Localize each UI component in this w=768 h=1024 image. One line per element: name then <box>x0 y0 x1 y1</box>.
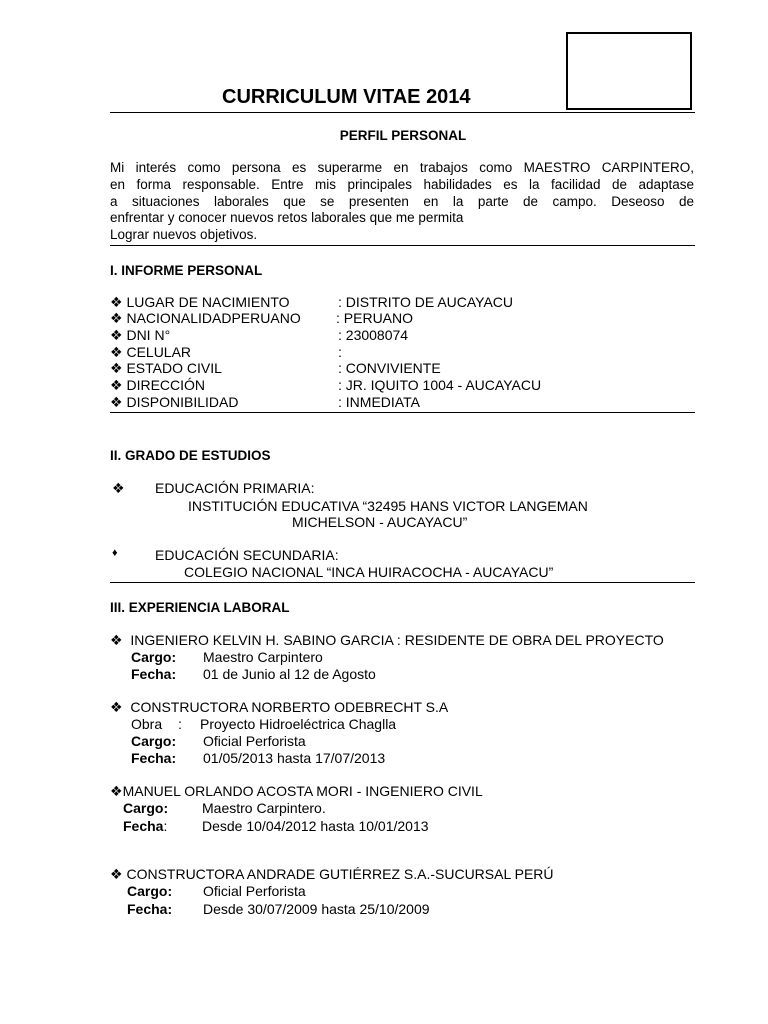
job-employer: ❖ CONSTRUCTORA NORBERTO ODEBRECHT S.A <box>110 699 449 715</box>
profile-line: Lograr nuevos objetivos. <box>110 227 258 243</box>
diamond-bullet-icon: ❖ <box>110 294 123 310</box>
personal-value: : 23008074 <box>338 327 409 343</box>
cargo-label: Cargo: <box>131 733 177 749</box>
personal-value: : <box>338 344 342 360</box>
diamond-bullet-icon: ❖ <box>112 480 125 496</box>
personal-label: DISPONIBILIDAD <box>126 394 239 410</box>
photo-placeholder-box <box>566 32 692 110</box>
diamond-bullet-icon: ❖ <box>110 327 123 343</box>
job-employer: ❖ CONSTRUCTORA ANDRADE GUTIÉRREZ S.A.-SUCURSAL PERÚ <box>110 866 554 882</box>
personal-label: ESTADO CIVIL <box>126 360 222 376</box>
education-heading: II. GRADO DE ESTUDIOS <box>110 448 271 463</box>
diamond-bullet-icon: ❖ <box>110 310 123 326</box>
personal-row <box>110 360 222 377</box>
primary-school-line: INSTITUCIÓN EDUCATIVA “32495 HANS VICTOR LANGEMAN <box>188 498 588 514</box>
experience-heading: III. EXPERIENCIA LABORAL <box>110 600 290 615</box>
obra-value: Proyecto Hidroeléctrica Chaglla <box>200 716 397 732</box>
cargo-label: Cargo: <box>131 649 177 665</box>
obra-label: Obra <box>131 716 163 732</box>
profile-line: en forma responsable. Entre mis principales habilidades es la facilidad de adaptase <box>110 176 694 192</box>
diamond-bullet-icon: ❖ <box>110 699 123 715</box>
fecha-value: Desde 30/07/2009 hasta 25/10/2009 <box>203 901 430 917</box>
cargo-label: Cargo: <box>127 883 173 899</box>
personal-value: : CONVIVIENTE <box>338 360 441 376</box>
cargo-value: Oficial Perforista <box>203 883 306 899</box>
diamond-bullet-icon: ❖ <box>110 360 123 376</box>
obra-separator: : <box>178 716 182 732</box>
personal-value: : JR. IQUITO 1004 - AUCAYACU <box>338 377 542 393</box>
secondary-school-line: COLEGIO NACIONAL “INCA HUIRACOCHA - AUCAYACU” <box>184 564 554 580</box>
personal-row <box>110 310 301 327</box>
profile-line: a situaciones laborales que se presenten en la parte de campo. Deseoso de <box>110 193 694 209</box>
profile-paragraph <box>110 160 694 244</box>
personal-label: DIRECCIÓN <box>126 377 206 393</box>
fecha-value: 01 de Junio al 12 de Agosto <box>203 666 376 682</box>
cargo-label: Cargo: <box>123 800 169 816</box>
section-divider <box>110 412 695 413</box>
personal-heading: I. INFORME PERSONAL <box>110 263 263 278</box>
diamond-bullet-icon: ❖ <box>110 632 123 648</box>
small-diamond-bullet-icon: ♦ <box>112 547 118 559</box>
fecha-value: 01/05/2013 hasta 17/07/2013 <box>203 750 386 766</box>
section-divider <box>110 582 695 583</box>
cargo-value: Maestro Carpintero. <box>202 800 326 816</box>
diamond-bullet-icon: ❖ <box>110 344 123 360</box>
job-employer: ❖MANUEL ORLANDO ACOSTA MORI - INGENIERO CIVIL <box>110 783 483 799</box>
personal-value: : PERUANO <box>336 310 414 326</box>
diamond-bullet-icon: ❖ <box>110 394 123 410</box>
cargo-value: Maestro Carpintero <box>203 649 323 665</box>
profile-heading: PERFIL PERSONAL <box>339 128 467 143</box>
diamond-bullet-icon: ❖ <box>110 783 123 799</box>
cargo-value: Oficial Perforista <box>203 733 306 749</box>
document-title: CURRICULUM VITAE 2014 <box>222 86 471 108</box>
personal-value: : DISTRITO DE AUCAYACU <box>338 294 514 310</box>
personal-row <box>110 344 191 361</box>
fecha-label: Fecha: <box>131 666 177 682</box>
diamond-bullet-icon: ❖ <box>110 377 123 393</box>
secondary-education-label: EDUCACIÓN SECUNDARIA: <box>155 547 339 563</box>
personal-value: : INMEDIATA <box>338 394 420 410</box>
personal-label: NACIONALIDADPERUANO <box>126 310 301 326</box>
personal-row <box>110 327 170 344</box>
job-employer: ❖ INGENIERO KELVIN H. SABINO GARCIA : RESIDENTE DE OBRA DEL PROYECTO <box>110 632 664 648</box>
personal-label: DNI N° <box>126 327 171 343</box>
personal-row <box>110 294 290 311</box>
fecha-label-group: Fecha: <box>123 818 168 834</box>
personal-label: LUGAR DE NACIMIENTO <box>126 294 290 310</box>
personal-row <box>110 377 205 394</box>
profile-line: Mi interés como persona es superarme en trabajos como MAESTRO CARPINTERO, <box>110 160 694 175</box>
fecha-label: Fecha: <box>131 750 177 766</box>
profile-line: enfrentar y conocer nuevos retos laborales que me permita <box>110 210 464 226</box>
fecha-label: Fecha: <box>127 901 173 917</box>
section-divider <box>110 245 695 246</box>
primary-school-line: MICHELSON - AUCAYACU” <box>292 514 468 530</box>
title-divider <box>110 112 695 113</box>
personal-row <box>110 394 238 411</box>
diamond-bullet-icon: ❖ <box>110 866 123 882</box>
personal-label: CELULAR <box>126 344 192 360</box>
fecha-value: Desde 10/04/2012 hasta 10/01/2013 <box>202 818 429 834</box>
primary-education-label: EDUCACIÓN PRIMARIA: <box>155 480 315 496</box>
